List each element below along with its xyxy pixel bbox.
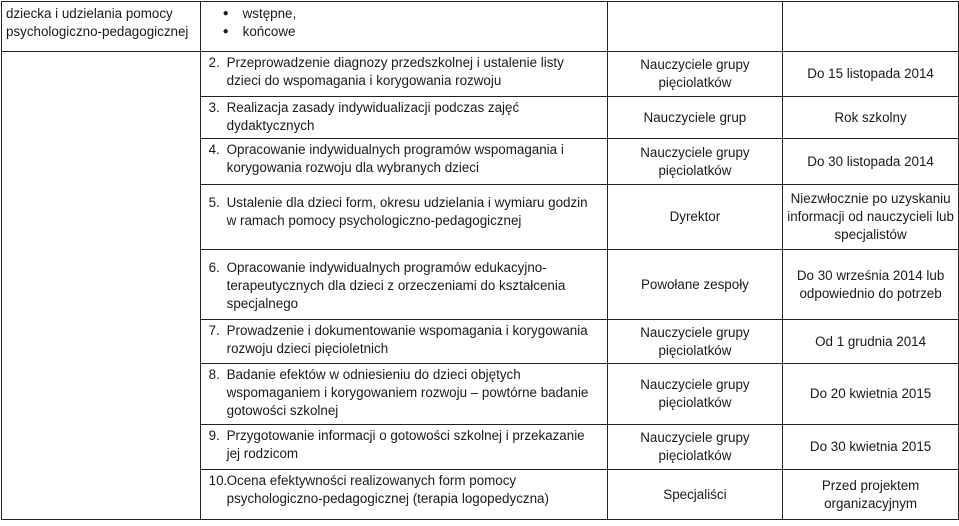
bullet-cell [200, 2, 607, 52]
deadline-cell [783, 320, 959, 364]
task-number: 3. [208, 100, 220, 115]
bullet-list [201, 2, 607, 41]
task-text: Przeprowadzenie diagnozy przedszkolnej i ustalenie listy dzieci do wspomagania i korygowania rozwoju [226, 55, 564, 88]
table-row [2, 52, 959, 97]
responsible-text: Nauczyciele grupy pięciolatków [640, 144, 750, 178]
table-row [2, 2, 959, 52]
task-number: 2. [208, 55, 220, 70]
list-item: ● wstępne, [222, 6, 297, 21]
task-cell [200, 364, 607, 425]
deadline-cell [783, 2, 959, 52]
responsible-text: Specjaliści [663, 486, 727, 502]
deadline-cell [783, 470, 959, 520]
task-number: 9. [208, 428, 220, 443]
responsible-cell [607, 470, 783, 520]
deadline-cell [783, 97, 959, 139]
responsible-text: Nauczyciele grupy pięciolatków [640, 377, 750, 410]
task-cell [200, 320, 607, 364]
task-text: Realizacja zasady indywidualizacji podczas zajęć dydaktycznych [226, 100, 520, 133]
task-text: Przygotowanie informacji o gotowości szkolnej i przekazanie jej rodzicom [226, 428, 585, 461]
list-item: ● końcowe [222, 24, 296, 39]
task-cell [200, 52, 607, 97]
responsible-cell [607, 52, 783, 97]
plan-table [1, 1, 959, 520]
responsible-cell [607, 250, 783, 320]
deadline-cell [783, 139, 959, 185]
task-number: 6. [208, 260, 220, 275]
task-number: 10. [208, 473, 228, 488]
deadline-text: Do 20 kwietnia 2015 [809, 386, 932, 401]
bullet-icon: ● [222, 26, 229, 37]
task-text: Ustalenie dla dzieci form, okresu udzielania i wymiaru godzin w ramach pomocy psychologiczno-pedagogicznej [226, 195, 588, 228]
responsible-cell [607, 139, 783, 185]
deadline-cell [783, 364, 959, 425]
deadline-text: Rok szkolny [834, 109, 907, 125]
deadline-text: Niezwłocznie po uzyskaniu informacji od nauczycieli lub specjalistów [787, 191, 954, 242]
task-number: 8. [208, 367, 220, 382]
task-text: Opracowanie indywidualnych programów wspomagania i korygowania rozwoju dla wybranych dzieci [226, 142, 564, 175]
task-number: 5. [208, 195, 220, 210]
responsible-text: Powołane zespoły [640, 276, 749, 292]
responsible-cell [607, 97, 783, 139]
deadline-text: Przed projektem organizacyjnym [821, 477, 920, 511]
deadline-cell [783, 425, 959, 470]
section-cell [2, 2, 201, 52]
deadline-text: Do 30 kwietnia 2015 [809, 439, 932, 454]
task-cell [200, 97, 607, 139]
task-text: Prowadzenie i dokumentowanie wspomagania i korygowania rozwoju dzieci pięcioletnich [226, 323, 588, 356]
task-cell [200, 470, 607, 520]
deadline-text: Do 30 września 2014 lub odpowiednio do potrzeb [796, 267, 945, 301]
deadline-text: Od 1 grudnia 2014 [815, 333, 927, 349]
task-number: 4. [208, 142, 220, 157]
responsible-cell [607, 320, 783, 364]
responsible-cell [607, 364, 783, 425]
bullet-icon: ● [222, 8, 229, 19]
responsible-cell [607, 425, 783, 470]
responsible-text: Nauczyciele grupy pięciolatków [640, 57, 750, 90]
task-cell [200, 185, 607, 250]
responsible-text: Nauczyciele grupy pięciolatków [640, 324, 750, 358]
task-text: Ocena efektywności realizowanych form pomocy psychologiczno-pedagogicznej (terapia logopedyczna) [226, 473, 549, 506]
section-cell-empty [2, 52, 201, 520]
deadline-text: Do 15 listopada 2014 [807, 66, 934, 81]
task-text: Badanie efektów w odniesieniu do dzieci objętych wspomaganiem i korygowaniem rozwoju – powtórne badanie gotowości szkolnej [226, 367, 589, 418]
deadline-cell [783, 52, 959, 97]
task-number: 7. [208, 323, 220, 338]
deadline-cell [783, 185, 959, 250]
task-cell [200, 425, 607, 470]
task-cell [200, 139, 607, 185]
task-text: Opracowanie indywidualnych programów edukacyjno-terapeutycznych dla dzieci z orzeczeniami do kształcenia specjalnego [226, 260, 566, 311]
responsible-cell [607, 2, 783, 52]
deadline-text: Do 30 listopada 2014 [807, 153, 934, 169]
responsible-text: Nauczyciele grup [643, 109, 747, 125]
responsible-cell [607, 185, 783, 250]
section-label: dziecka i udzielania pomocy psychologiczno-pedagogicznej [6, 6, 189, 39]
responsible-text: Nauczyciele grupy pięciolatków [640, 430, 750, 463]
deadline-cell [783, 250, 959, 320]
responsible-text: Dyrektor [669, 209, 721, 224]
task-cell [200, 250, 607, 320]
